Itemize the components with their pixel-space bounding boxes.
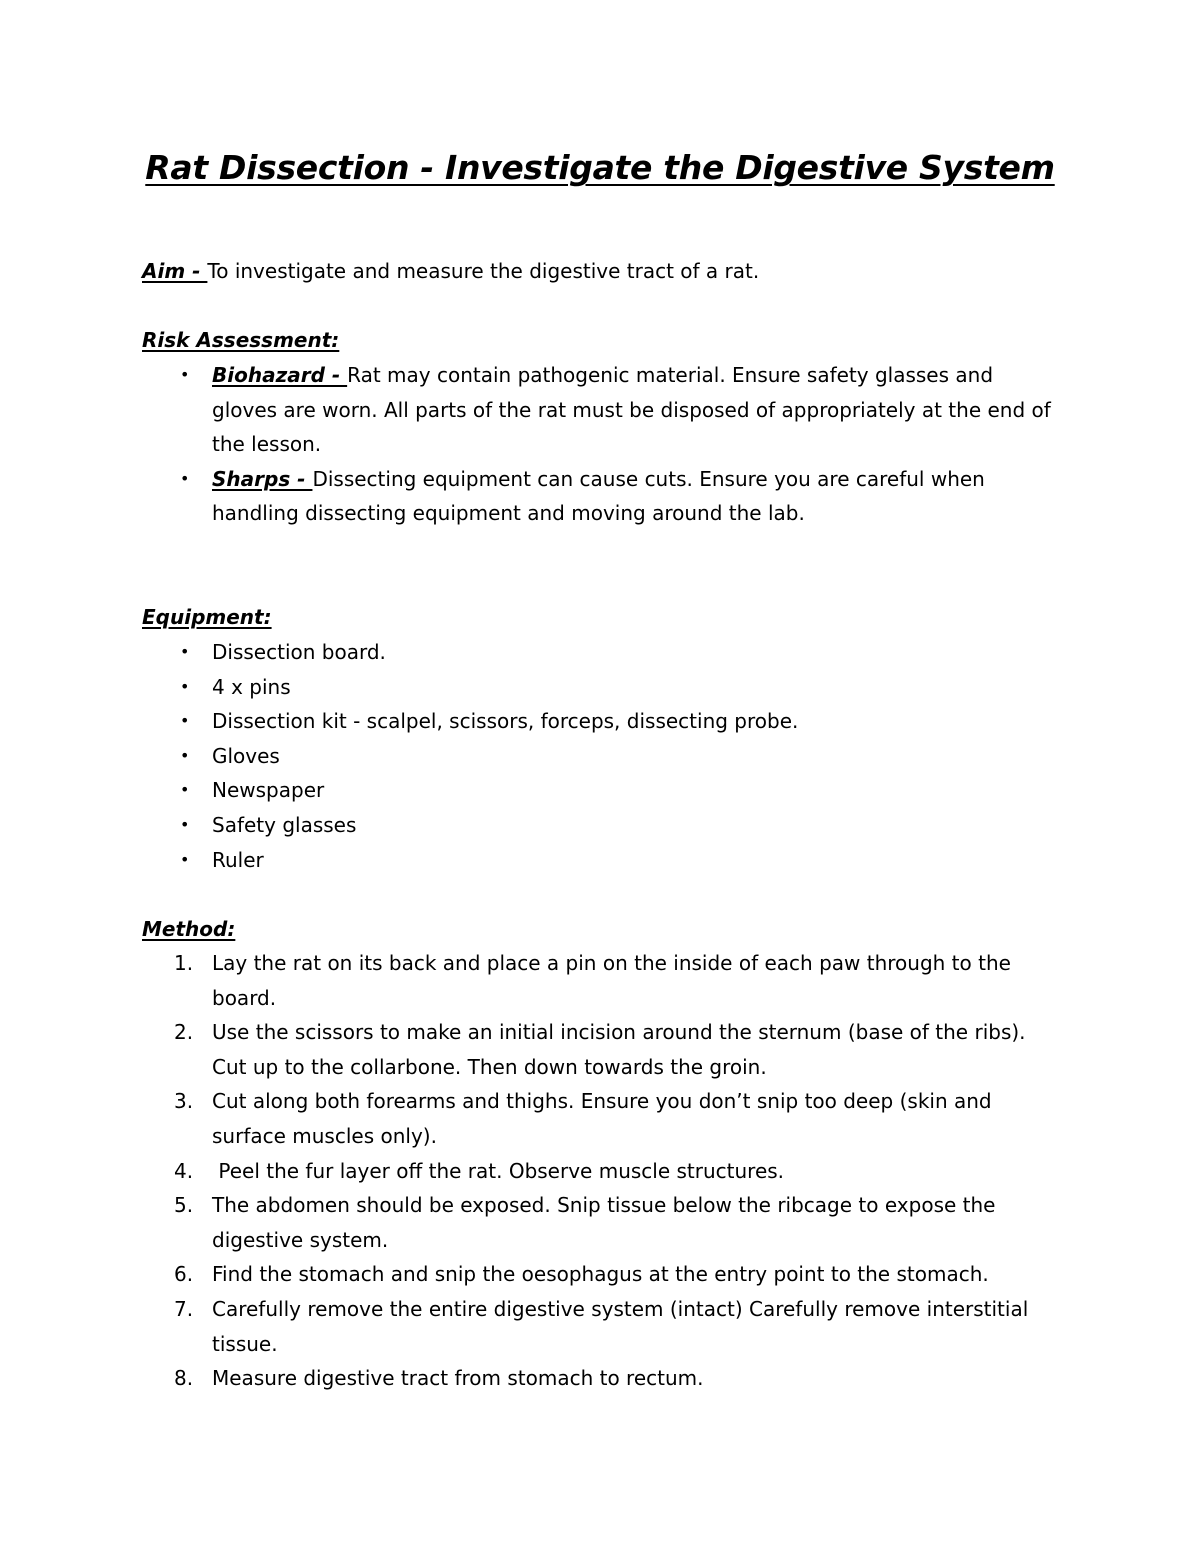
step-number: 3.	[174, 1089, 194, 1114]
step-number: 2.	[174, 1020, 194, 1045]
bullet-icon: •	[180, 745, 190, 765]
step-text: Measure digestive tract from stomach to rectum.	[212, 1366, 704, 1391]
list-item: • Safety glasses	[142, 808, 1062, 843]
step-number: 4.	[174, 1158, 194, 1183]
list-item	[142, 462, 1062, 531]
equipment-heading: Equipment:	[142, 605, 272, 629]
bullet-icon: •	[180, 711, 190, 731]
step-text: Find the stomach and snip the oesophagus at the entry point to the stomach.	[212, 1262, 989, 1287]
method-list	[142, 946, 1062, 1396]
bullet-icon: •	[180, 849, 190, 869]
step-text: Use the scissors to make an initial incision around the sternum (base of the ribs). Cut up to the collarbone. Then down towards the groin.	[212, 1020, 1026, 1079]
bullet-icon: •	[180, 814, 190, 834]
list-item	[142, 358, 1062, 462]
risk-assessment-heading: Risk Assessment:	[142, 328, 340, 352]
list-item: • Dissection kit - scalpel, scissors, forceps, dissecting probe.	[142, 704, 1062, 739]
bullet-icon: •	[180, 468, 190, 488]
bullet-icon: •	[180, 365, 190, 384]
aim-label: Aim -	[142, 259, 208, 283]
list-item: • Dissection board.	[142, 635, 1062, 670]
equipment-list	[142, 635, 1062, 877]
list-item	[142, 1188, 1062, 1257]
list-item	[142, 1257, 1062, 1292]
page-title: Rat Dissection - Investigate the Digestive System	[145, 148, 1055, 187]
step-number: 6.	[174, 1262, 194, 1287]
risk-text: Rat may contain pathogenic material. Ensure safety glasses and gloves are worn. All parts of the rat must be disposed of appropriately at the end of the lesson.	[212, 363, 1051, 457]
list-item: • Newspaper	[142, 773, 1062, 808]
list-item	[142, 1015, 1062, 1084]
risk-label: Sharps -	[212, 466, 313, 491]
list-item	[142, 1292, 1062, 1361]
aim-section	[142, 254, 1062, 289]
step-number: 5.	[174, 1193, 194, 1218]
step-text: Peel the fur layer off the rat. Observe muscle structures.	[212, 1158, 785, 1183]
aim-text: To investigate and measure the digestive tract of a rat.	[207, 259, 760, 283]
bullet-icon: •	[180, 780, 190, 800]
list-item: • Gloves	[142, 739, 1062, 774]
step-text: Cut along both forearms and thighs. Ensure you don’t snip too deep (skin and surface muscles only).	[212, 1089, 992, 1148]
step-text: Carefully remove the entire digestive system (intact) Carefully remove interstitial tissue.	[212, 1296, 1029, 1356]
list-item: • Ruler	[142, 843, 1062, 878]
method-heading: Method:	[142, 917, 236, 941]
list-item: • 4 x pins	[142, 670, 1062, 705]
bullet-icon: •	[180, 642, 190, 661]
step-number: 1.	[174, 951, 194, 975]
risk-text: Dissecting equipment can cause cuts. Ensure you are careful when handling dissecting equipment and moving around the lab.	[212, 466, 985, 526]
step-text: The abdomen should be exposed. Snip tissue below the ribcage to expose the digestive system.	[212, 1193, 996, 1252]
step-text: Lay the rat on its back and place a pin on the inside of each paw through to the board.	[212, 951, 1011, 1010]
list-item	[142, 1361, 1062, 1396]
list-item	[142, 946, 1062, 1015]
step-number: 7.	[174, 1296, 194, 1321]
list-item	[142, 1084, 1062, 1153]
step-number: 8.	[174, 1366, 194, 1391]
list-item	[142, 1154, 1062, 1189]
bullet-icon: •	[180, 676, 190, 696]
risk-label: Biohazard -	[212, 363, 348, 387]
risk-assessment-list	[142, 358, 1062, 531]
